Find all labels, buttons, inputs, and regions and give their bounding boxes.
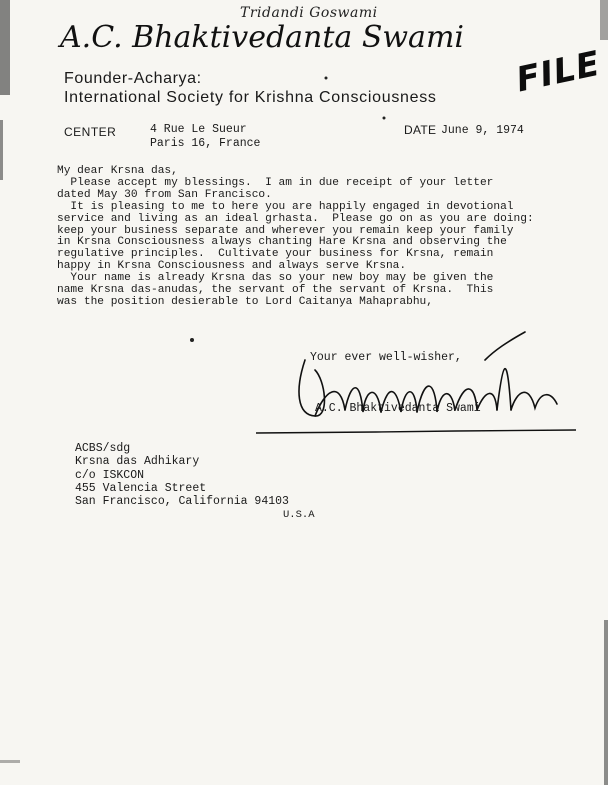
date-value: June 9, 1974	[441, 124, 524, 137]
date-label: DATE	[404, 123, 437, 137]
signer-name: A.C. Bhaktivedanta Swami	[315, 402, 481, 415]
sender-initials: ACBS/sdg	[75, 442, 131, 455]
address-line-2: Paris 16, France	[150, 137, 261, 150]
center-address	[150, 123, 260, 151]
letter-closing: Your ever well-wisher,	[310, 351, 462, 364]
letterhead-society: International Society for Krishna Consciousness	[64, 89, 437, 106]
recipient-name: Krsna das Adhikary	[75, 455, 200, 469]
letterhead-founder: Founder-Acharya:	[64, 70, 202, 87]
letterhead-tridandi: Tridandi Goswami	[240, 5, 378, 21]
recipient-country: U.S.A	[283, 509, 315, 521]
letter-body: My dear Krsna das, Please accept my blessings. I am in due receipt of your letter dated May 30 from San Francisco. It is pleasing to me to here you are happily engaged in devotional service and living as an ideal grhasta. Please go on as you are doing: keep your business separate and wherever you remain keep your family in Krsna Consciousness always chanting Hare Krsna and observing the regulative principles. Cultivate your business for Krsna, remain happy in Krsna Consciousness and always serve Krsna. Your name is already Krsna das so your new boy may be given the name Krsna das-anudas, the servant of the servant of Krsna. This was the position desierable to Lord Caitanya Mahaprabhu,	[57, 165, 534, 308]
address-line-1: 4 Rue Le Sueur	[150, 123, 247, 136]
recipient-street: 455 Valencia Street	[75, 481, 207, 495]
signature-rule	[256, 428, 576, 436]
recipient-block	[75, 442, 289, 508]
recipient-care-of: c/o ISKCON	[75, 468, 145, 482]
recipient-city: San Francisco, California 94103	[75, 495, 289, 509]
file-stamp: FILE	[512, 43, 605, 101]
letterhead-name: A.C. Bhaktivedanta Swami	[60, 20, 464, 55]
center-label: CENTER	[64, 125, 117, 139]
